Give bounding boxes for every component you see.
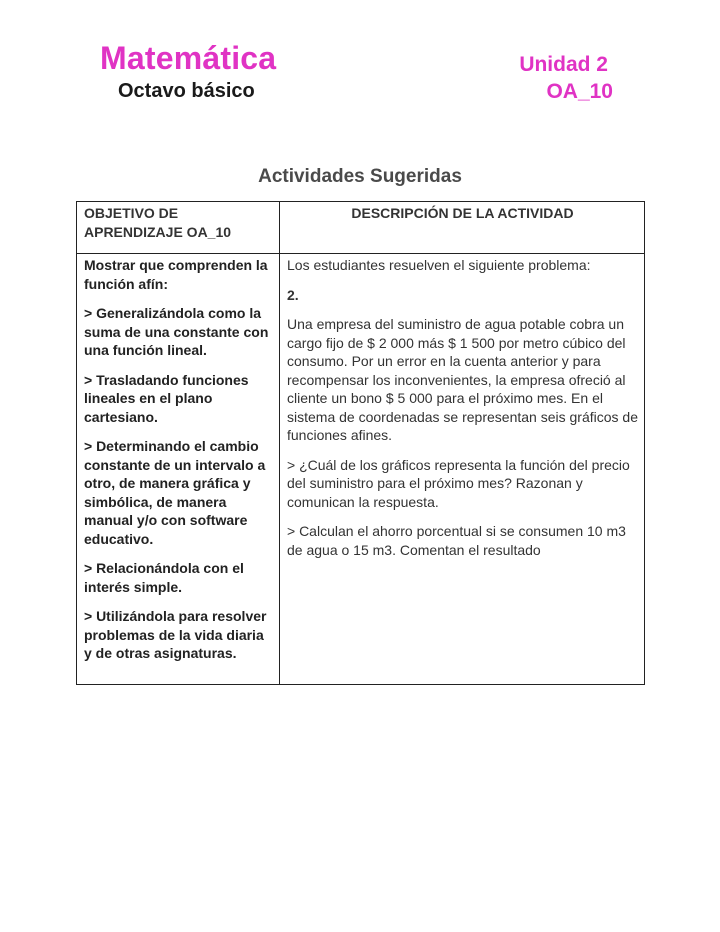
- problem-number: 2.: [287, 286, 299, 303]
- objective-item: > Trasladando funciones lineales en el plano cartesiano.: [84, 371, 249, 425]
- table-header-row: [77, 202, 645, 254]
- unit-label: Unidad 2: [519, 53, 608, 76]
- objective-intro: Mostrar que comprenden la función afín:: [84, 257, 268, 292]
- problem-question: > ¿Cuál de los gráficos representa la función del precio del suministro para el próximo mes? Razonan y comunican la respuesta.: [287, 456, 630, 510]
- problem-task: > Calculan el ahorro porcentual si se consumen 10 m3 de agua o 15 m3. Comentan el resultado: [287, 523, 626, 558]
- table-row: [77, 254, 645, 685]
- objective-item: > Relacionándola con el interés simple.: [84, 560, 244, 595]
- section-title: Actividades Sugeridas: [258, 166, 462, 187]
- activity-table: [76, 201, 645, 685]
- objective-item: > Utilizándola para resolver problemas de la vida diaria y de otras asignaturas.: [84, 608, 267, 661]
- problem-statement: Una empresa del suministro de agua potable cobra un cargo fijo de $ 2 000 más $ 1 500 por metro cúbico del consumo. Por un error en la cuenta anterior y para recompensar los inconvenientes, la empresa ofreció al cliente un bono $ 5 000 para el próximo mes. En el sistema de coordenadas se representan seis gráficos de funciones afines.: [287, 316, 638, 443]
- course-level: Octavo básico: [118, 80, 255, 102]
- description-intro: Los estudiantes resuelven el siguiente problema:: [287, 257, 591, 273]
- objective-item: > Determinando el cambio constante de un intervalo a otro, de manera gráfica y simbólica, de manera manual y/o con software educativo.: [84, 438, 266, 547]
- objective-cell: [77, 254, 280, 685]
- objective-header: OBJETIVO DE APRENDIZAJE OA_10: [77, 202, 280, 254]
- description-header: DESCRIPCIÓN DE LA ACTIVIDAD: [280, 202, 645, 254]
- learning-objective-code: OA_10: [546, 80, 613, 103]
- description-cell: [280, 254, 645, 685]
- objective-item: > Generalizándola como la suma de una constante con una función lineal.: [84, 305, 269, 358]
- subject-title: Matemática: [100, 40, 277, 76]
